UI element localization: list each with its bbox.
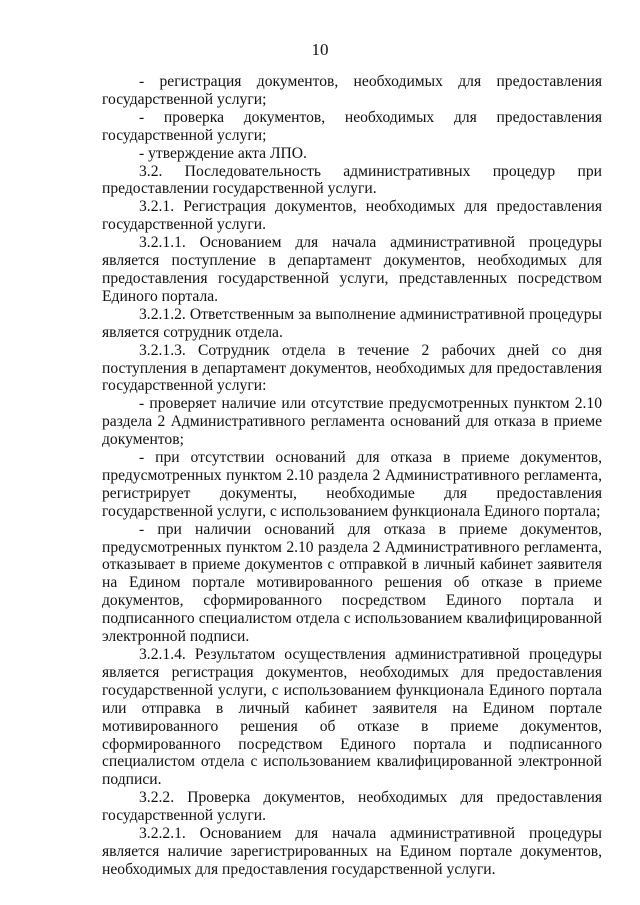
page-number: 10 [311,40,329,59]
document-body [102,73,602,879]
section-3-2-1-4: 3.2.1.4. Результатом осуществления административной процедуры является регистрация документов, необходимых для предоставления государственной услуги, с использованием функционала Единого портала или отправка в личный кабинет заявителя на Едином портале мотивированного решения об отказе в приеме документов, сформированного посредством Единого портала и подписанного специалистом отдела с использованием квалифицированной электронной подписи. [102,646,602,789]
section-3-2-1-2: 3.2.1.2. Ответственным за выполнение административной процедуры является сотрудник отдела. [102,305,602,341]
section-3-2-2-1: 3.2.2.1. Основанием для начала административной процедуры является наличие зарегистрированных на Едином портале документов, необходимых для предоставления государственной услуги. [102,825,602,878]
section-3-2-1-1: 3.2.1.1. Основанием для начала административной процедуры является поступление в департамент документов, необходимых для предоставления государственной услуги, представленных посредством Единого портала. [102,234,602,305]
section-3-2-2: 3.2.2. Проверка документов, необходимых для предоставления государственной услуги. [102,789,602,825]
section-3-2-1: 3.2.1. Регистрация документов, необходимых для предоставления государственной услуги. [102,198,602,234]
section-3-2: 3.2. Последовательность административных процедур при предоставлении государственной услуги. [102,162,602,198]
list-item-verification: - проверка документов, необходимых для предоставления государственной услуги; [102,108,602,144]
list-item-check-grounds: - проверяет наличие или отсутствие предусмотренных пунктом 2.10 раздела 2 Административного регламента оснований для отказа в приеме документов; [102,395,602,449]
list-item-approval: - утверждение акта ЛПО. [139,144,307,162]
list-item-registration: - регистрация документов, необходимых для предоставления государственной услуги; [102,73,602,108]
list-item-register-documents: - при отсутствии оснований для отказа в приеме документов, предусмотренных пунктом 2.10 раздела 2 Административного регламента, регистрирует документы, необходимые для предоставления государственной услуги, с использованием функционала Единого портала; [102,449,602,520]
section-3-2-1-3: 3.2.1.3. Сотрудник отдела в течение 2 рабочих дней со дня поступления в департамент документов, необходимых для предоставления государственной услуги: [102,341,602,395]
list-item-refuse-documents: - при наличии оснований для отказа в приеме документов, предусмотренных пунктом 2.10 раздела 2 Административного регламента, отказывает в приеме документов с отправкой в личный кабинет заявителя на Едином портале мотивированного решения об отказе в приеме документов, сформированного посредством Единого портала и подписанного специалистом отдела с использованием квалифицированной электронной подписи. [102,520,602,646]
